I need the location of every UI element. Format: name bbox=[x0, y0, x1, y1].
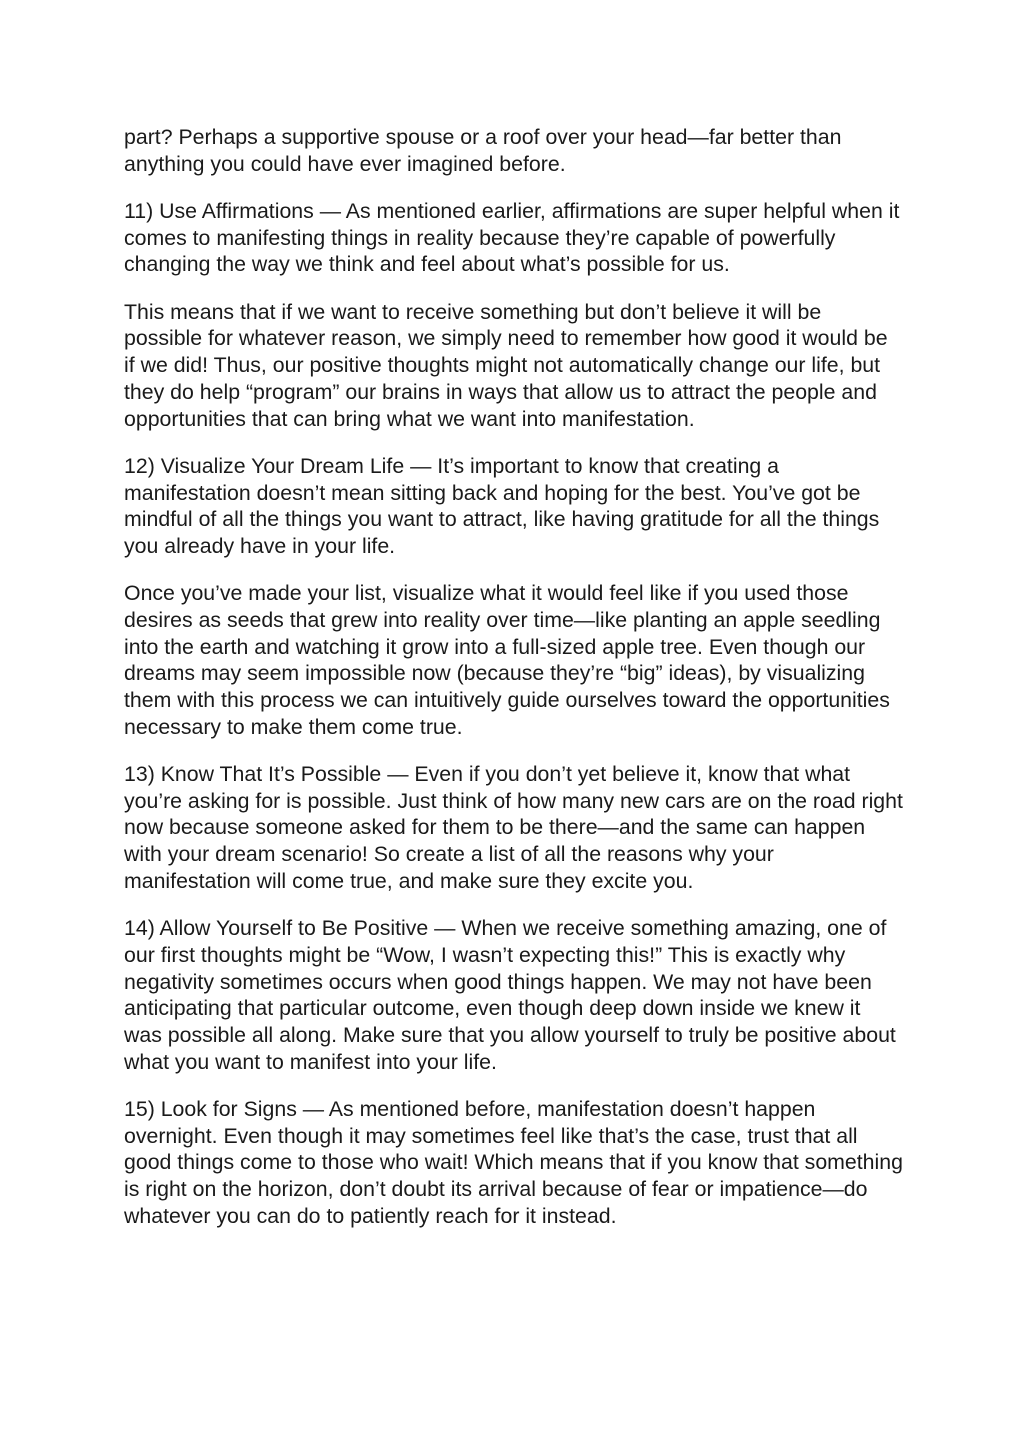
paragraph-tip-15: 15) Look for Signs — As mentioned before, manifestation doesn’t happen overnight. Even though it may sometimes feel like that’s the case, trust that all good things come to those who wait! Which means that if you know that something is right on the horizon, don’t doubt its arrival because of fear or impatience—do whatever you can do to patiently reach for it instead. bbox=[124, 1096, 903, 1228]
paragraph-tip-11: 11) Use Affirmations — As mentioned earlier, affirmations are super helpful when it comes to manifesting things in reality because they’re capable of powerfully changing the way we think and feel about what’s possible for us. bbox=[124, 199, 900, 277]
paragraph-tip-13: 13) Know That It’s Possible — Even if you don’t yet believe it, know that what you’re asking for is possible. Just think of how many new cars are on the road right now because someone asked for them to be there—and the same can happen with your dream scenario! So create a list of all the reasons why your manifestation will come true, and make sure they excite you. bbox=[124, 762, 903, 893]
paragraph-tip-11-detail: This means that if we want to receive something but don’t believe it will be possible for whatever reason, we simply need to remember how good it would be if we did! Thus, our positive thoughts might not automatically change our life, but they do help “program” our brains in ways that allow us to attract the people and opportunities that can bring what we want into manifestation. bbox=[124, 299, 888, 431]
paragraph-tip-14: 14) Allow Yourself to Be Positive — When we receive something amazing, one of our first thoughts might be “Wow, I wasn’t expecting this!” This is exactly why negativity sometimes occurs when good things happen. We may not have been anticipating that particular outcome, even though deep down inside we knew it was possible all along. Make sure that you allow yourself to truly be positive about what you want to manifest into your life. bbox=[124, 916, 896, 1074]
paragraph-continuation: part? Perhaps a supportive spouse or a roof over your head—far better than anything you could have ever imagined before. bbox=[124, 125, 842, 176]
paragraph-tip-12: 12) Visualize Your Dream Life — It’s important to know that creating a manifestation doesn’t mean sitting back and hoping for the best. You’ve got be mindful of all the things you want to attract, like having gratitude for all the things you already have in your life. bbox=[124, 453, 880, 558]
paragraph-tip-12-detail: Once you’ve made your list, visualize what it would feel like if you used those desires as seeds that grew into reality over time—like planting an apple seedling into the earth and watching it grow into a full-sized apple tree. Even though our dreams may seem impossible now (because they’re “big” ideas), by visualizing them with this process we can intuitively guide ourselves toward the opportunities necessary to make them come true. bbox=[124, 581, 890, 739]
document-page bbox=[124, 124, 904, 1250]
